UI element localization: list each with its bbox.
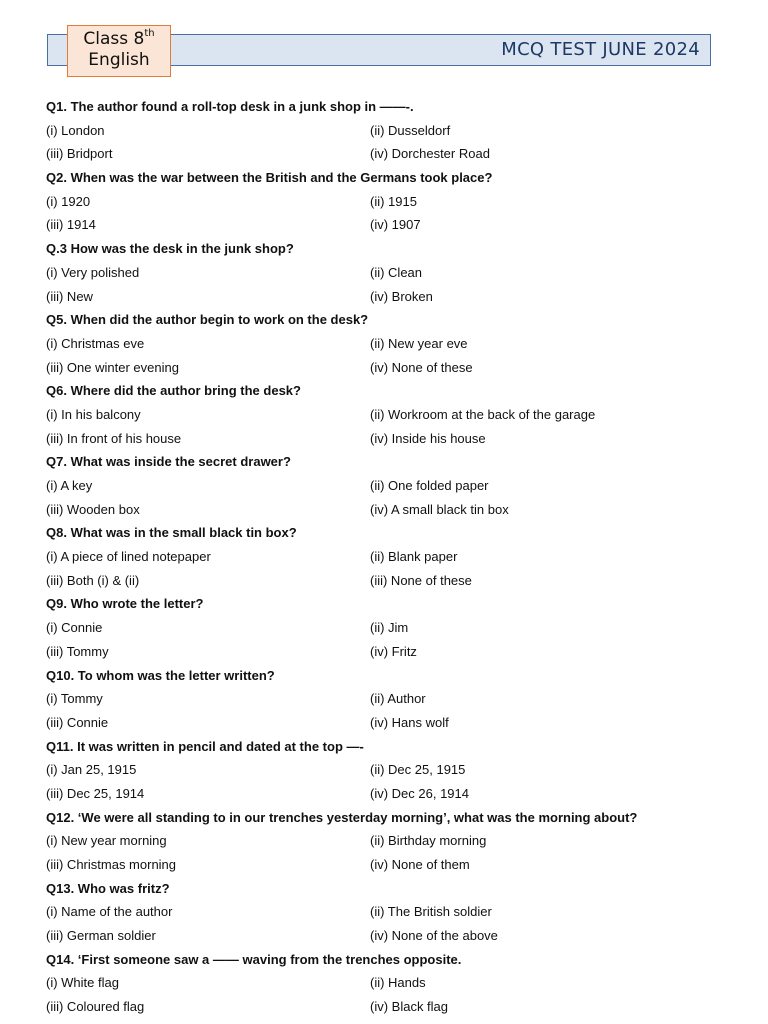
answer-option: (iv) Inside his house <box>370 430 486 446</box>
option-row <box>46 474 726 498</box>
answer-option: (iii) Tommy <box>46 643 109 659</box>
option-row <box>46 971 726 995</box>
answer-option: (i) A piece of lined notepaper <box>46 549 211 565</box>
answer-option: (ii) Jim <box>370 620 409 636</box>
option-row <box>46 758 726 782</box>
answer-option: (ii) Dec 25, 1915 <box>370 762 466 778</box>
option-row <box>46 403 726 427</box>
answer-option: (i) White flag <box>46 975 119 991</box>
question-text: Q10. To whom was the letter written? <box>46 667 275 683</box>
answer-option: (i) In his balcony <box>46 406 141 422</box>
test-title: MCQ TEST JUNE 2024 <box>501 39 700 60</box>
class-superscript: th <box>144 28 155 40</box>
answer-option: (iv) None of them <box>370 857 470 872</box>
answer-option: (iv) Hans wolf <box>370 714 449 730</box>
answer-option: (ii) Birthday morning <box>370 833 487 849</box>
answer-option: (iii) None of these <box>370 572 472 588</box>
answer-option: (i) New year morning <box>46 833 167 849</box>
answer-option: (i) Connie <box>46 620 103 636</box>
question-text: Q2. When was the war between the British and the Germans took place? <box>46 170 493 186</box>
answer-option: (iii) 1914 <box>46 217 96 233</box>
option-row <box>46 782 726 806</box>
option-row <box>46 332 726 356</box>
option-row <box>46 924 726 948</box>
answer-option: (ii) Hands <box>370 975 426 991</box>
answer-option: (ii) Dusseldorf <box>370 122 451 138</box>
answer-option: (iii) Wooden box <box>46 501 140 517</box>
answer-option: (iii) Christmas morning <box>46 857 177 872</box>
answer-option: (iii) In front of his house <box>46 430 182 446</box>
option-row <box>46 853 726 877</box>
answer-option: (i) Very polished <box>46 264 140 280</box>
question-text: Q11. It was written in pencil and dated at the top —- <box>46 738 364 754</box>
answer-option: (iv) Broken <box>370 288 433 304</box>
option-row <box>46 142 726 166</box>
option-row <box>46 261 726 285</box>
answer-option: (ii) The British soldier <box>370 904 492 920</box>
option-row <box>46 640 726 664</box>
answer-option: (i) A key <box>46 478 93 493</box>
question-text: Q8. What was in the small black tin box? <box>46 525 297 541</box>
answer-option: (iii) Coloured flag <box>46 999 145 1015</box>
answer-option: (iii) German soldier <box>46 928 156 944</box>
answer-option: (i) Jan 25, 1915 <box>46 762 137 778</box>
option-row <box>46 995 726 1019</box>
question-text: Q.3 How was the desk in the junk shop? <box>46 241 294 257</box>
answer-option: (iv) Black flag <box>370 999 449 1015</box>
answer-option: (iii) One winter evening <box>46 359 179 375</box>
answer-option: (i) 1920 <box>46 193 91 209</box>
question-text: Q5. When did the author begin to work on the desk? <box>46 312 369 328</box>
answer-option: (iii) Connie <box>46 714 109 730</box>
answer-option: (ii) One folded paper <box>370 478 489 493</box>
option-row <box>46 427 726 451</box>
answer-option: (ii) Blank paper <box>370 549 458 565</box>
question-text: Q12. ‘We were all standing to in our trenches yesterday morning’, what was the morning about? <box>46 809 638 825</box>
answer-option: (iii) New <box>46 288 93 304</box>
class-subject-box <box>67 25 171 77</box>
question-text: Q1. The author found a roll-top desk in a junk shop in ——-. <box>46 99 414 114</box>
answer-option: (i) Name of the author <box>46 904 173 920</box>
subject-label: English <box>88 50 150 70</box>
option-row <box>46 356 726 380</box>
option-row <box>46 711 726 735</box>
answer-option: (iv) Dec 26, 1914 <box>370 785 469 801</box>
option-row <box>46 900 726 924</box>
answer-option: (ii) Workroom at the back of the garage <box>370 406 596 422</box>
option-row <box>46 569 726 593</box>
option-row <box>46 498 726 522</box>
option-row <box>46 616 726 640</box>
answer-option: (ii) Author <box>370 691 426 707</box>
option-row <box>46 545 726 569</box>
answer-option: (ii) 1915 <box>370 193 417 209</box>
answer-option: (i) London <box>46 122 105 138</box>
answer-option: (ii) Clean <box>370 264 423 280</box>
answer-option: (iv) Dorchester Road <box>370 146 490 162</box>
answer-option: (iv) None of these <box>370 359 473 375</box>
answer-option: (iii) Both (i) & (ii) <box>46 572 140 588</box>
option-row <box>46 687 726 711</box>
answer-option: (iv) None of the above <box>370 928 498 944</box>
question-text: Q14. ‘First someone saw a —— waving from the trenches opposite. <box>46 951 462 967</box>
option-row <box>46 119 726 143</box>
question-text: Q6. Where did the author bring the desk? <box>46 383 301 399</box>
answer-option: (iv) Fritz <box>370 643 417 659</box>
question-text: Q9. Who wrote the letter? <box>46 596 204 612</box>
class-label: Class 8 <box>83 29 145 49</box>
question-list <box>46 95 726 1019</box>
answer-option: (i) Tommy <box>46 691 103 707</box>
option-row <box>46 829 726 853</box>
question-text: Q13. Who was fritz? <box>46 880 170 896</box>
option-row <box>46 213 726 237</box>
answer-option: (iv) A small black tin box <box>370 501 509 517</box>
option-row <box>46 190 726 214</box>
option-row <box>46 285 726 309</box>
answer-option: (i) Christmas eve <box>46 335 145 351</box>
class-label-line <box>68 29 170 50</box>
answer-option: (iii) Dec 25, 1914 <box>46 785 145 801</box>
answer-option: (ii) New year eve <box>370 335 468 351</box>
question-text: Q7. What was inside the secret drawer? <box>46 454 291 470</box>
answer-option: (iv) 1907 <box>370 217 421 233</box>
answer-option: (iii) Bridport <box>46 146 113 162</box>
